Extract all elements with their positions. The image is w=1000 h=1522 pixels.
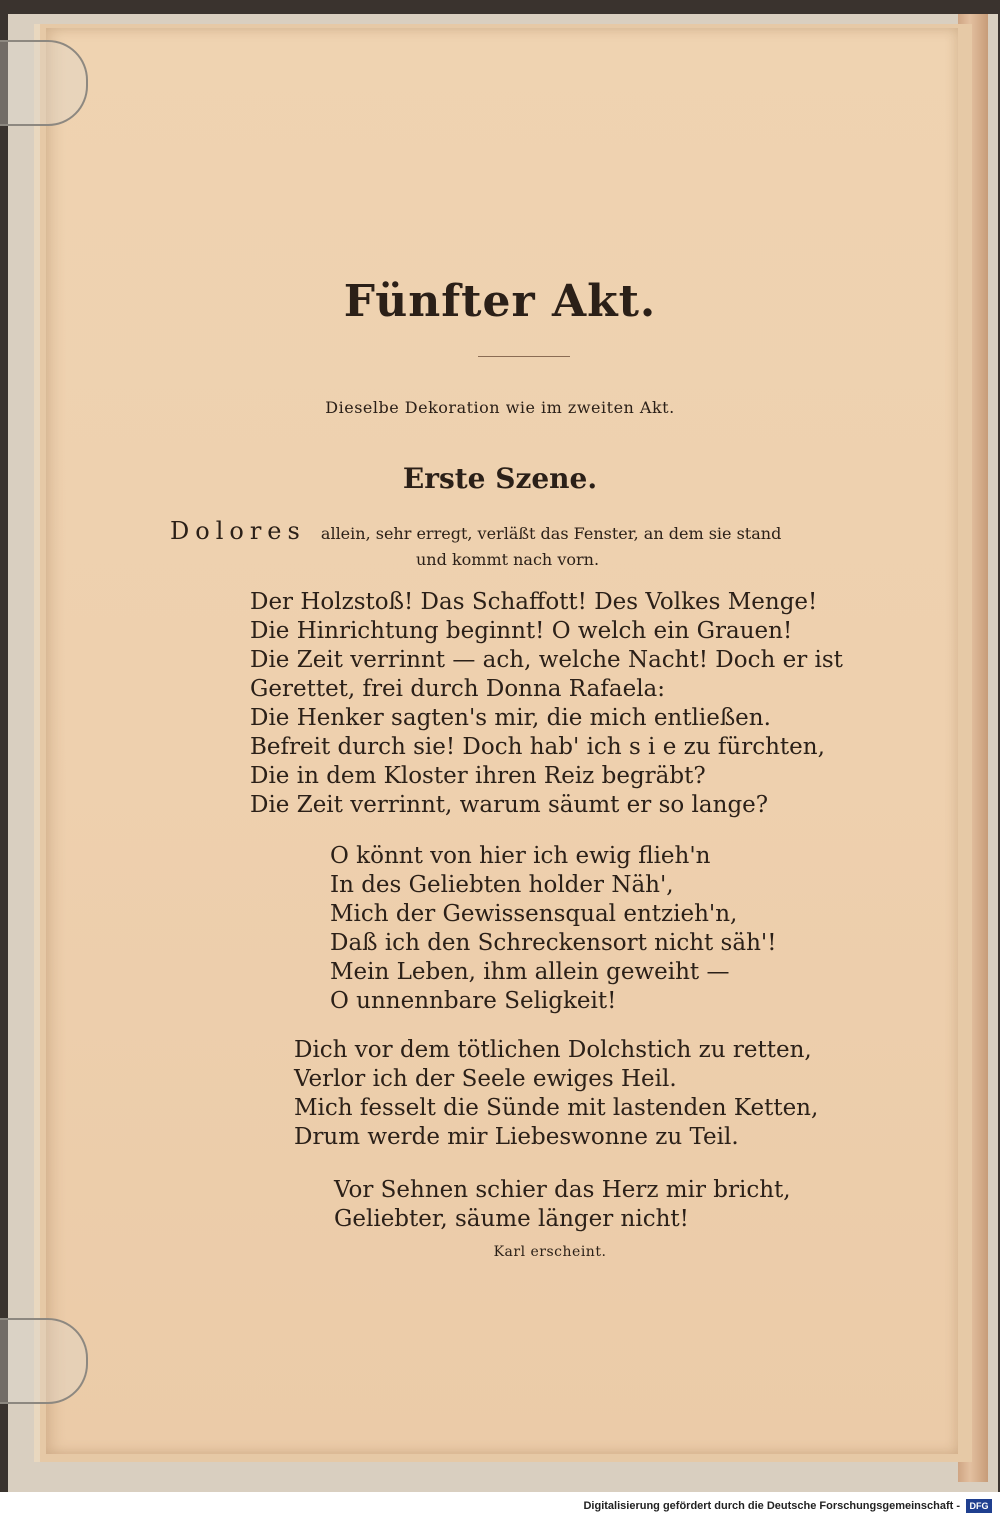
verse-line: Daß ich den Schreckensort nicht säh'! bbox=[330, 930, 777, 956]
funding-note: Digitalisierung gefördert durch die Deutsche Forschungsgemeinschaft - bbox=[583, 1500, 960, 1512]
footer-bar bbox=[0, 1492, 1000, 1522]
verse-line: Verlor ich der Seele ewiges Heil. bbox=[294, 1066, 677, 1092]
stanza-1 bbox=[250, 588, 843, 820]
stage-direction-line-1: allein, sehr erregt, verläßt das Fenster, an dem sie stand bbox=[320, 524, 782, 543]
role-name: Dolores bbox=[170, 517, 306, 545]
stage-direction-line-2: und kommt nach vorn. bbox=[416, 550, 600, 569]
stanza-4 bbox=[334, 1176, 791, 1234]
verse-line: Der Holzstoß! Das Schaffott! Des Volkes Menge! bbox=[250, 589, 818, 615]
verse-line: Geliebter, säume länger nicht! bbox=[334, 1206, 689, 1232]
stanza-2 bbox=[330, 842, 776, 1016]
stanza-3 bbox=[294, 1036, 818, 1152]
stage-direction bbox=[170, 518, 910, 573]
verse-line: Befreit durch sie! Doch hab' ich s i e zu fürchten, bbox=[250, 734, 825, 760]
verse-line: Mein Leben, ihm allein geweiht — bbox=[330, 959, 730, 985]
verse-line: In des Geliebten holder Näh', bbox=[330, 872, 674, 898]
verse-line: Die Zeit verrinnt, warum säumt er so lange? bbox=[250, 792, 769, 818]
verse-line: O unnennbare Seligkeit! bbox=[330, 988, 617, 1014]
title-divider bbox=[478, 356, 570, 357]
verse-line: Mich fesselt die Sünde mit lastenden Ketten, bbox=[294, 1095, 819, 1121]
verse-line: Vor Sehnen schier das Herz mir bricht, bbox=[334, 1177, 791, 1203]
verse-line: Die Henker sagten's mir, die mich entließen. bbox=[250, 705, 771, 731]
verse-line: Die Zeit verrinnt — ach, welche Nacht! Doch er ist bbox=[250, 647, 843, 673]
act-title: Fünfter Akt. bbox=[343, 276, 657, 327]
verse-line: Mich der Gewissensqual entzieh'n, bbox=[330, 901, 738, 927]
scene-title: Erste Szene. bbox=[402, 462, 598, 495]
verse-line: Drum werde mir Liebeswonne zu Teil. bbox=[294, 1124, 739, 1150]
dfg-logo: DFG bbox=[966, 1499, 992, 1513]
verse-line: Die Hinrichtung beginnt! O welch ein Grauen! bbox=[250, 618, 793, 644]
verse-line: Gerettet, frei durch Donna Rafaela: bbox=[250, 676, 666, 702]
closing-stage-direction: Karl erscheint. bbox=[493, 1244, 607, 1260]
verse-line: Dich vor dem tötlichen Dolchstich zu retten, bbox=[294, 1037, 812, 1063]
verse-line: O könnt von hier ich ewig flieh'n bbox=[330, 843, 711, 869]
verse-line: Die in dem Kloster ihren Reiz begräbt? bbox=[250, 763, 706, 789]
setting-note: Dieselbe Dekoration wie im zweiten Akt. bbox=[325, 398, 675, 417]
